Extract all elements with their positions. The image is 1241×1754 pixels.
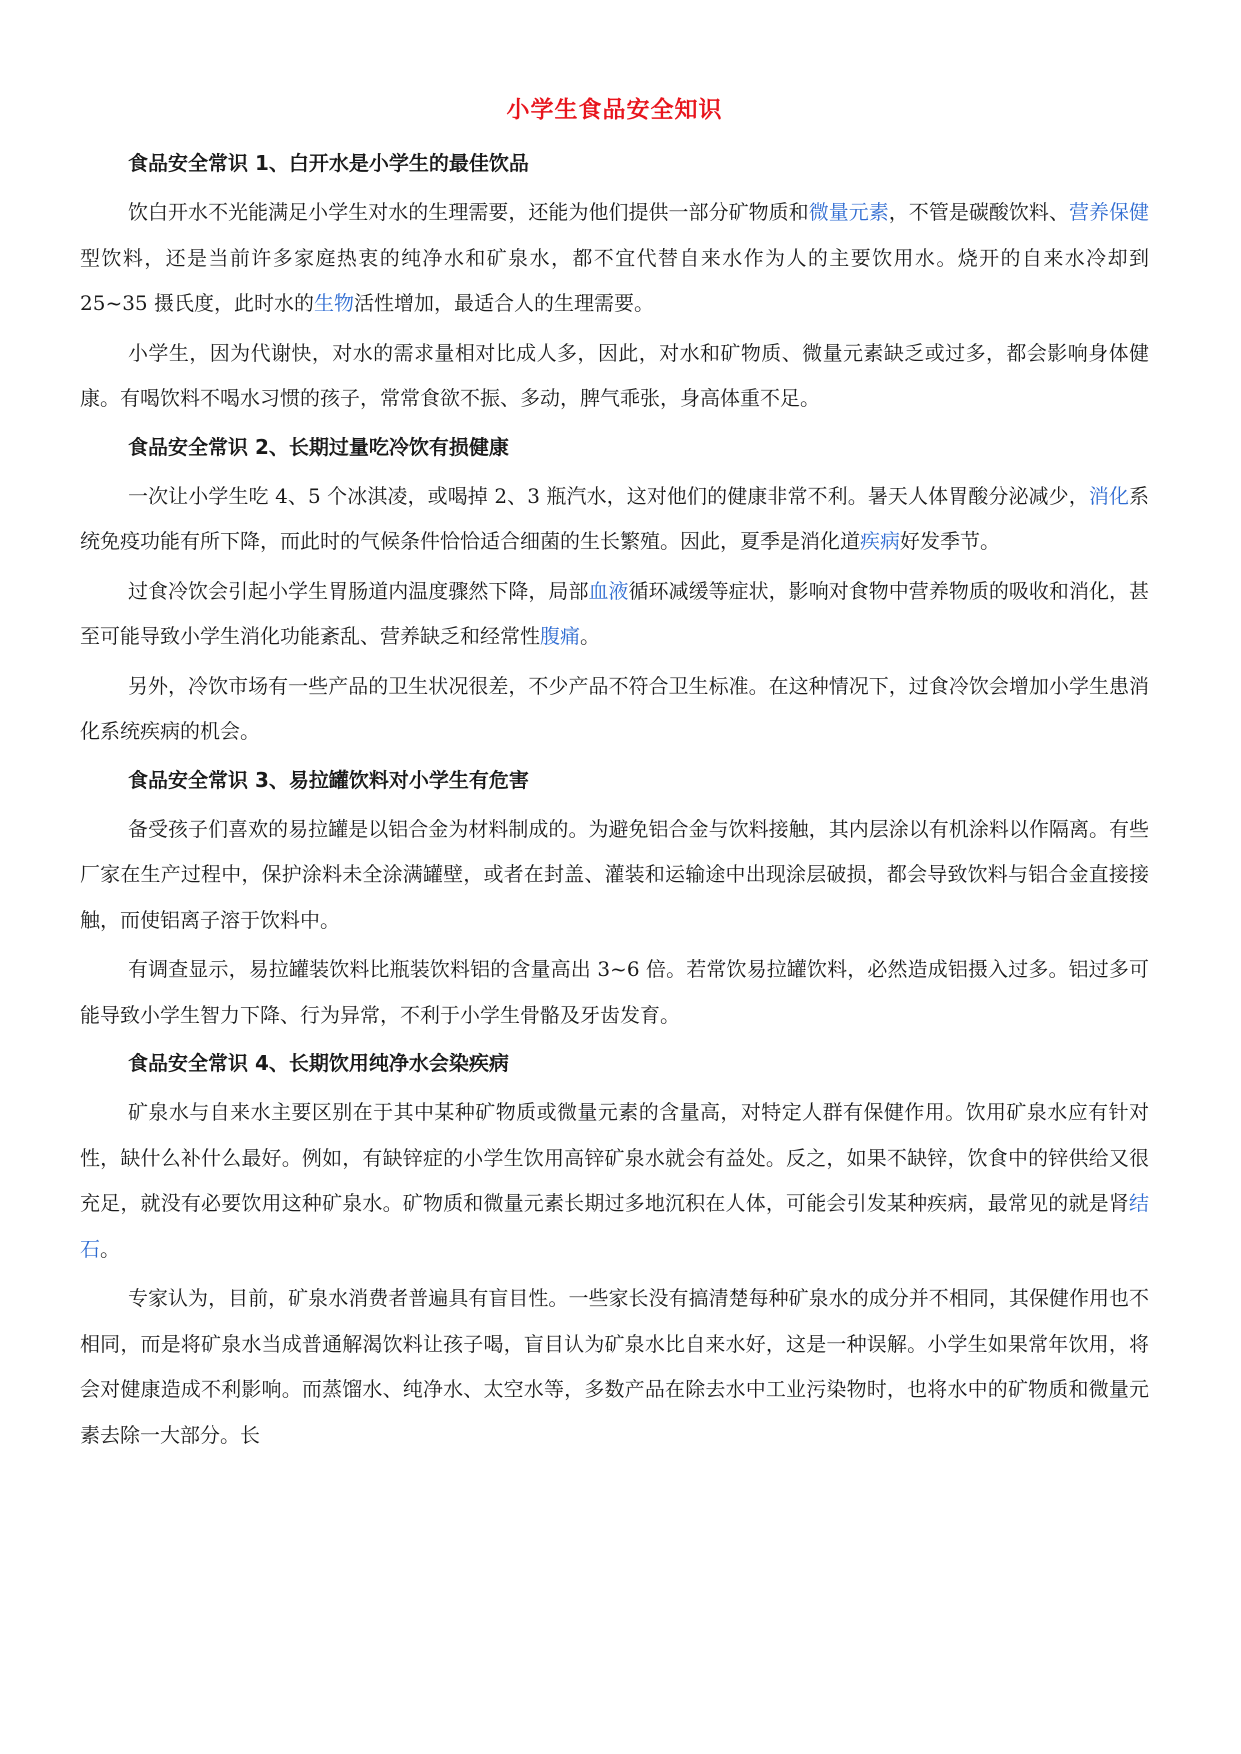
section-heading: 食品安全常识 3、易拉罐饮料对小学生有危害 [128,767,529,792]
text-run: 专家认为，目前，矿泉水消费者普遍具有盲目性。一些家长没有搞清楚每种矿泉水的成分并不相同，其保健作用也不相同，而是将矿泉水当成普通解渴饮料让孩子喝，盲目认为矿泉水比自来水好，这是一种误解。小学生如果常年饮用，将会对健康造成不利影响。而蒸馏水、纯净水、太空水等，多数产品在除去水中工业污染物时，也将水中的矿物质和微量元素去除一大部分。长 [80,1286,1149,1447]
text-run: 型饮料，还是当前许多家庭热衷的纯净水和矿泉水，都不宜代替自来水作为人的主要饮用水。烧开的自来水冷却到 25~35 摄氏度，此时水的 [80,245,1149,315]
body-paragraph [80,1090,1149,1272]
body-paragraph [80,947,1149,1038]
text-run: 有调查显示，易拉罐装饮料比瓶装饮料铝的含量高出 3~6 倍。若常饮易拉罐饮料，必然造成铝摄入过多。铝过多可能导致小学生智力下降、行为异常，不利于小学生骨骼及牙齿发育。 [80,957,1149,1027]
text-run: 好发季节。 [900,529,1000,553]
section-heading: 食品安全常识 2、长期过量吃冷饮有损健康 [128,434,509,459]
document-body [80,148,1149,1458]
text-run: 备受孩子们喜欢的易拉罐是以铝合金为材料制成的。为避免铝合金与饮料接触，其内层涂以有机涂料以作隔离。有些厂家在生产过程中，保护涂料未全涂满罐壁，或者在封盖、灌装和运输途中出现涂层破损，都会导致饮料与铝合金直接接触，而使铝离子溶于饮料中。 [80,816,1149,932]
text-run: 矿泉水与自来水主要区别在于其中某种矿物质或微量元素的含量高，对特定人群有保健作用。饮用矿泉水应有针对性，缺什么补什么最好。例如，有缺锌症的小学生饮用高锌矿泉水就会有益处。反之，如果不缺锌，饮食中的锌供给又很充足，就没有必要饮用这种矿泉水。矿物质和微量元素长期过多地沉积在人体，可能会引发某种疾病，最常见的就是肾 [80,1100,1149,1215]
term-link[interactable]: 血液 [588,578,629,603]
body-paragraph [80,190,1149,327]
term-link[interactable]: 营养保健 [1068,200,1150,224]
term-link[interactable]: 微量元素 [808,200,889,224]
text-run: 一次让小学生吃 4、5 个冰淇凌，或喝掉 2、3 瓶汽水，这对他们的健康非常不利。暑天人体胃酸分泌减少， [128,483,1089,508]
text-run: 。 [100,1236,120,1261]
document-title: 小学生食品安全知识 [506,96,723,123]
text-run: 系统免疫功能有所下降，而此时的气候条件恰恰适合细菌的生长繁殖。因此，夏季是消化道 [80,483,1150,553]
text-run: ，不管是碳酸饮料、 [888,200,1069,224]
body-paragraph [80,569,1149,660]
text-run: 小学生，因为代谢快，对水的需求量相对比成人多，因此，对水和矿物质、微量元素缺乏或过多，都会影响身体健康。有喝饮料不喝水习惯的孩子，常常食欲不振、多动，脾气乖张，身高体重不足。 [80,340,1149,410]
section-heading: 食品安全常识 4、长期饮用纯净水会染疾病 [128,1051,509,1075]
body-paragraph [80,807,1149,944]
term-link[interactable]: 生物 [314,291,355,315]
term-link[interactable]: 疾病 [860,529,900,553]
body-paragraph [80,474,1149,565]
term-link[interactable]: 结石 [80,1191,1149,1261]
text-run: 循环减缓等症状，影响对食物中营养物质的吸收和消化，甚至可能导致小学生消化功能紊乱、营养缺乏和经常性 [80,578,1150,648]
text-run: 饮白开水不光能满足小学生对水的生理需要，还能为他们提供一部分矿物质和 [128,200,809,224]
section-heading: 食品安全常识 1、白开水是小学生的最佳饮品 [128,151,529,175]
text-run: 另外，冷饮市场有一些产品的卫生状况很差，不少产品不符合卫生标准。在这种情况下，过食冷饮会增加小学生患消化系统疾病的机会。 [80,673,1149,743]
term-link[interactable]: 消化 [1088,483,1130,508]
term-link[interactable]: 腹痛 [540,624,580,648]
body-paragraph [80,664,1149,755]
text-run: 活性增加，最适合人的生理需要。 [354,291,655,315]
body-paragraph [80,1276,1149,1458]
text-run: 。 [580,624,600,648]
body-paragraph [80,331,1149,422]
text-run: 过食冷饮会引起小学生胃肠道内温度骤然下降，局部 [128,578,589,603]
